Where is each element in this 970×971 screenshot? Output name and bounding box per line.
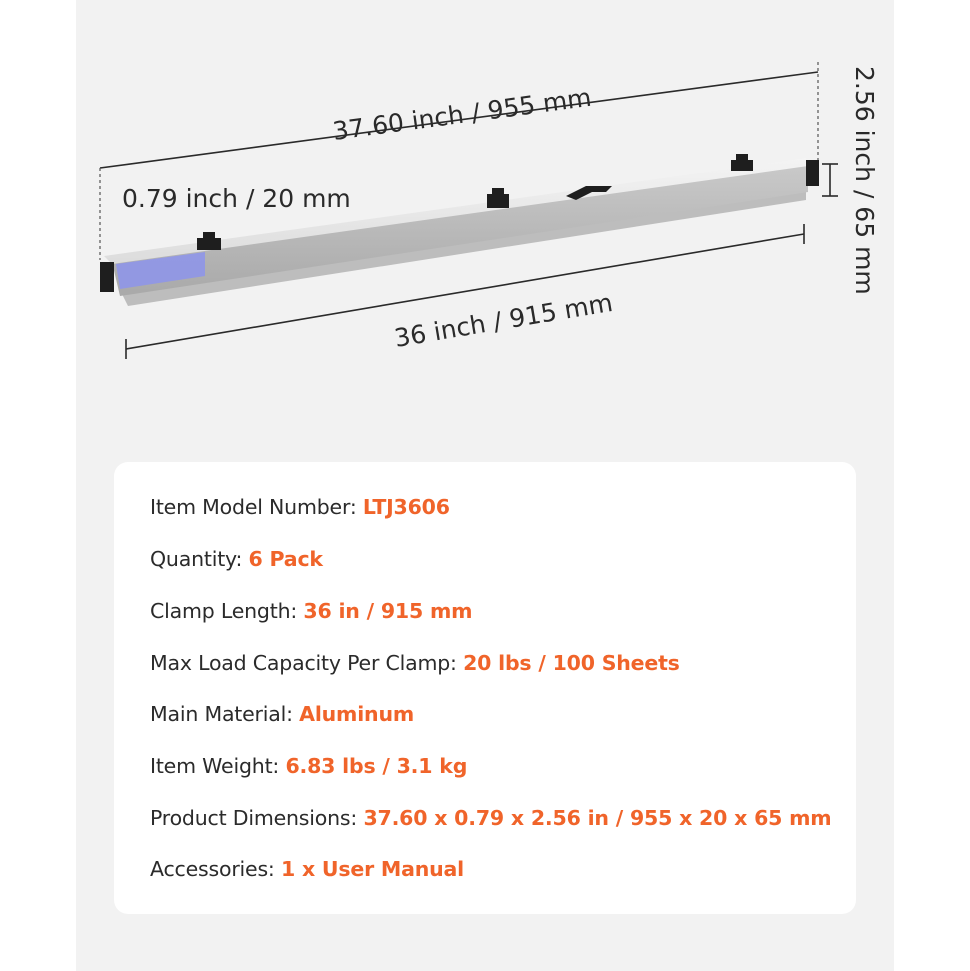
specifications-card [114, 462, 856, 914]
spec-label: Accessories: [150, 857, 281, 881]
clamp-dimension-diagram [0, 0, 970, 420]
knob-icon [487, 188, 509, 208]
height-label: 2.56 inch / 65 mm [850, 66, 879, 295]
spec-label: Clamp Length: [150, 599, 304, 623]
spec-label: Main Material: [150, 702, 300, 726]
spec-row-model-number [150, 492, 450, 522]
spec-row-quantity [150, 544, 323, 574]
spec-label: Item Weight: [150, 754, 286, 778]
left-end-cap [100, 262, 114, 292]
spec-label: Max Load Capacity Per Clamp: [150, 651, 464, 675]
spec-row-clamp-length [150, 596, 472, 626]
spec-value: 36 in / 915 mm [303, 599, 473, 623]
spec-row-product-dimensions [150, 803, 831, 833]
overall-length-label: 37.60 inch / 955 mm [330, 82, 594, 146]
knob-icon [731, 154, 753, 171]
spec-row-accessories [150, 854, 464, 884]
spec-label: Quantity: [150, 547, 249, 571]
spec-row-item-weight [150, 751, 467, 781]
spec-label: Product Dimensions: [150, 806, 364, 830]
spec-label: Item Model Number: [150, 495, 363, 519]
spec-value: 6 Pack [248, 547, 323, 571]
spec-value: LTJ3606 [362, 495, 450, 519]
clamp-length-label: 36 inch / 915 mm [392, 287, 615, 353]
spec-row-main-material [150, 699, 414, 729]
knob-icon [197, 232, 221, 250]
clamp-rail-image [100, 154, 819, 306]
height-dimension [822, 66, 879, 295]
spec-value: Aluminum [299, 702, 414, 726]
spec-value: 6.83 lbs / 3.1 kg [285, 754, 468, 778]
depth-label: 0.79 inch / 20 mm [122, 184, 351, 213]
spec-value: 1 x User Manual [280, 857, 465, 881]
spec-row-max-load [150, 648, 680, 678]
spec-value: 37.60 x 0.79 x 2.56 in / 955 x 20 x 65 mm [363, 806, 832, 830]
spec-value: 20 lbs / 100 Sheets [463, 651, 680, 675]
right-end-cap [806, 160, 819, 186]
